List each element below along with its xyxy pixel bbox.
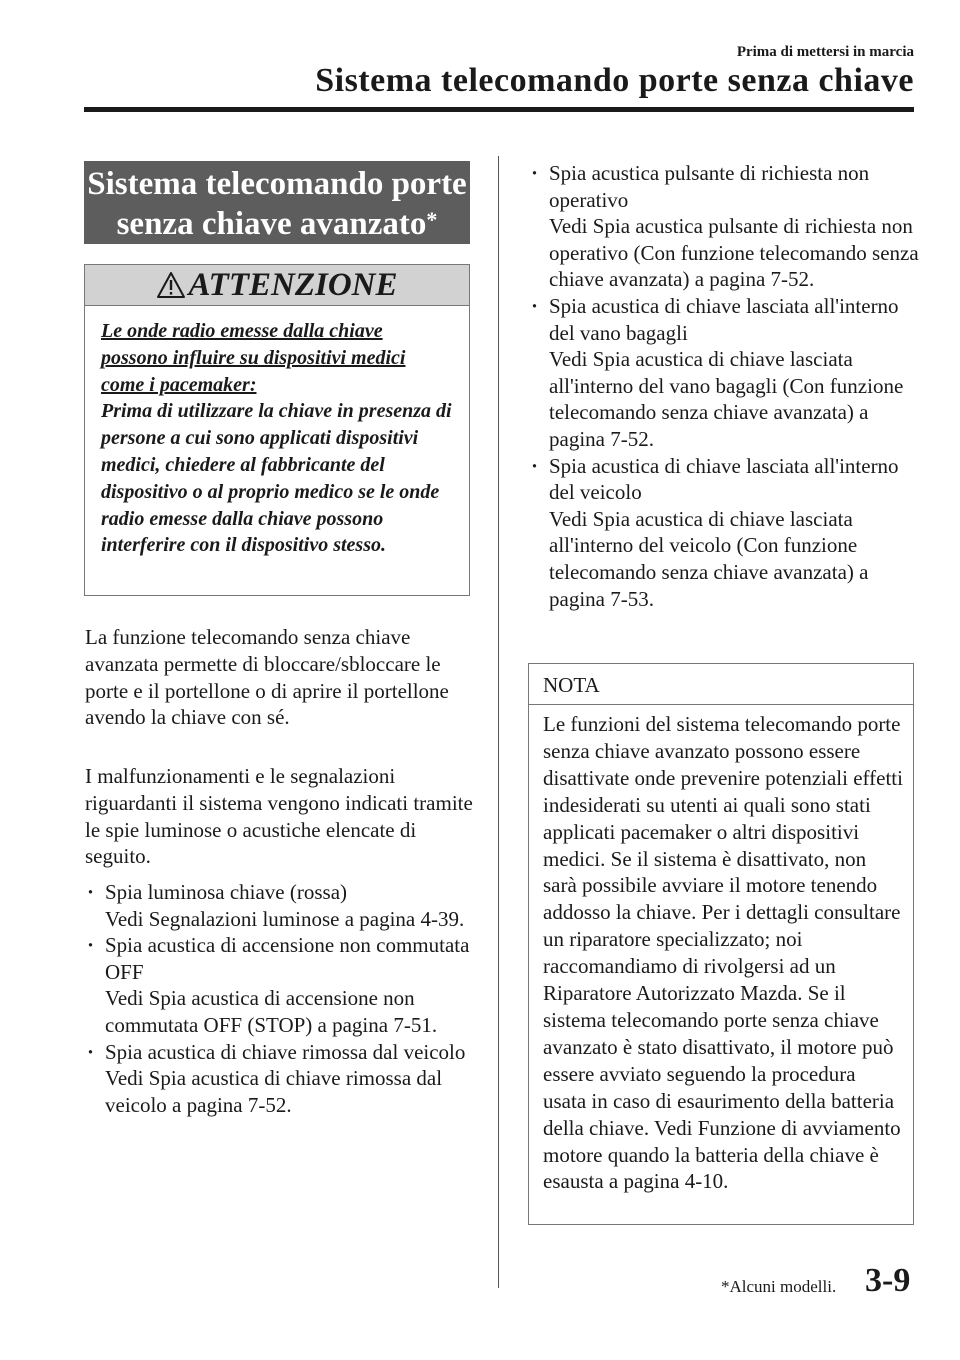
list-item	[531, 293, 921, 453]
warning-underlined-line: Le onde radio emesse dalla chiave	[101, 320, 383, 342]
list-item-title: · Spia acustica di chiave lasciata all'interno del vano bagagli	[549, 293, 899, 345]
list-item	[531, 160, 921, 293]
list-item-title: · Spia acustica di accensione non commutata OFF	[105, 933, 470, 984]
warning-text: Prima di utilizzare la chiave in presenza di persone a cui sono applicati dispositivi medici, chiedere al fabbricante del dispositivo o al proprio medico se le onde radio emesse dalla chiave possono interferire con il dispositivo stesso.	[101, 400, 452, 557]
list-item-title: · Spia luminosa chiave (rossa)	[105, 880, 348, 904]
running-header-section: Prima di mettersi in marcia	[736, 44, 914, 60]
section-title-text: senza chiave avanzato	[116, 206, 427, 242]
warning-underlined-line: come i pacemaker:	[101, 373, 257, 396]
warning-heading: ATTENZIONE	[188, 266, 398, 303]
footnote-some-models: *Alcuni modelli.	[721, 1277, 837, 1296]
list-item	[87, 932, 477, 1038]
list-item-title: · Spia acustica di chiave lasciata all'interno del veicolo	[549, 453, 899, 505]
list-item-title: · Spia acustica di chiave rimossa dal veicolo	[105, 1039, 466, 1064]
list-item-reference: Vedi Segnalazioni luminose a pagina 4-39.	[105, 906, 465, 931]
note-heading: NOTA	[529, 664, 913, 705]
list-item-reference: Vedi Spia acustica di chiave rimossa dal veicolo a pagina 7-52.	[105, 1066, 443, 1117]
note-text: Le funzioni del sistema telecomando porte senza chiave avanzato possono essere disattivate onde prevenire potenziali effetti indesiderati su utenti ai quali sono stati applicati pacemaker o altri dispositivi medici. Se il sistema è disattivato, non sarà possibile avviare il motore tenendo addosso la chiave. Per i dettagli consultare un riparatore specializzato; noi raccomandiamo di rivolgersi ad un Riparatore Autorizzato Mazda. Se il sistema telecomando porte senza chiave avanzato è stato disattivato, il motore può essere avviato seguendo la procedura usata in caso di esaurimento della batteria della chiave. Vedi Funzione di avviamento motore quando la batteria della chiave è esausta a pagina 4-10.	[543, 712, 903, 1194]
list-item	[531, 453, 921, 613]
column-divider	[498, 156, 499, 1288]
indicators-paragraph: I malfunzionamenti e le segnalazioni riguardanti il sistema vengono indicati tramite le spie luminose o acustiche elencate di seguito.	[85, 764, 473, 869]
list-item-reference: Vedi Spia acustica di chiave lasciata all'interno del vano bagagli (Con funzione telecomando senza chiave avanzata) a pagina 7-52.	[549, 347, 904, 451]
warning-box	[84, 264, 470, 596]
warning-underlined-line: possono influire su dispositivi medici	[101, 346, 406, 369]
section-title-line-1: Sistema telecomando porte	[87, 166, 467, 202]
page-number: 3-9	[865, 1262, 911, 1299]
some-models-marker: *	[426, 207, 438, 232]
warning-triangle-icon	[156, 271, 186, 299]
list-item	[87, 879, 477, 932]
note-box	[528, 663, 914, 1225]
list-item	[87, 1039, 477, 1119]
intro-paragraph: La funzione telecomando senza chiave avanzata permette di bloccare/sbloccare le porte e il portellone o di aprire il portellone avendo la chiave con sé.	[85, 625, 449, 730]
section-title	[84, 161, 470, 244]
running-header-title: Sistema telecomando porte senza chiave	[315, 62, 914, 99]
warning-header	[85, 265, 469, 306]
list-item-reference: Vedi Spia acustica di accensione non commutata OFF (STOP) a pagina 7-51.	[105, 986, 438, 1037]
section-title-line-2	[84, 204, 470, 244]
list-item-title: · Spia acustica pulsante di richiesta non operativo	[549, 161, 870, 212]
indicator-list-left	[87, 879, 477, 1118]
list-item-reference: Vedi Spia acustica pulsante di richiesta non operativo (Con funzione telecomando senza chiave avanzata) a pagina 7-52.	[549, 214, 919, 292]
warning-body	[85, 306, 469, 559]
indicator-list-right	[531, 160, 921, 612]
list-item-reference: Vedi Spia acustica di chiave lasciata all'interno del veicolo (Con funzione telecomando senza chiave avanzata) a pagina 7-53.	[549, 506, 869, 611]
header-rule	[84, 107, 914, 112]
